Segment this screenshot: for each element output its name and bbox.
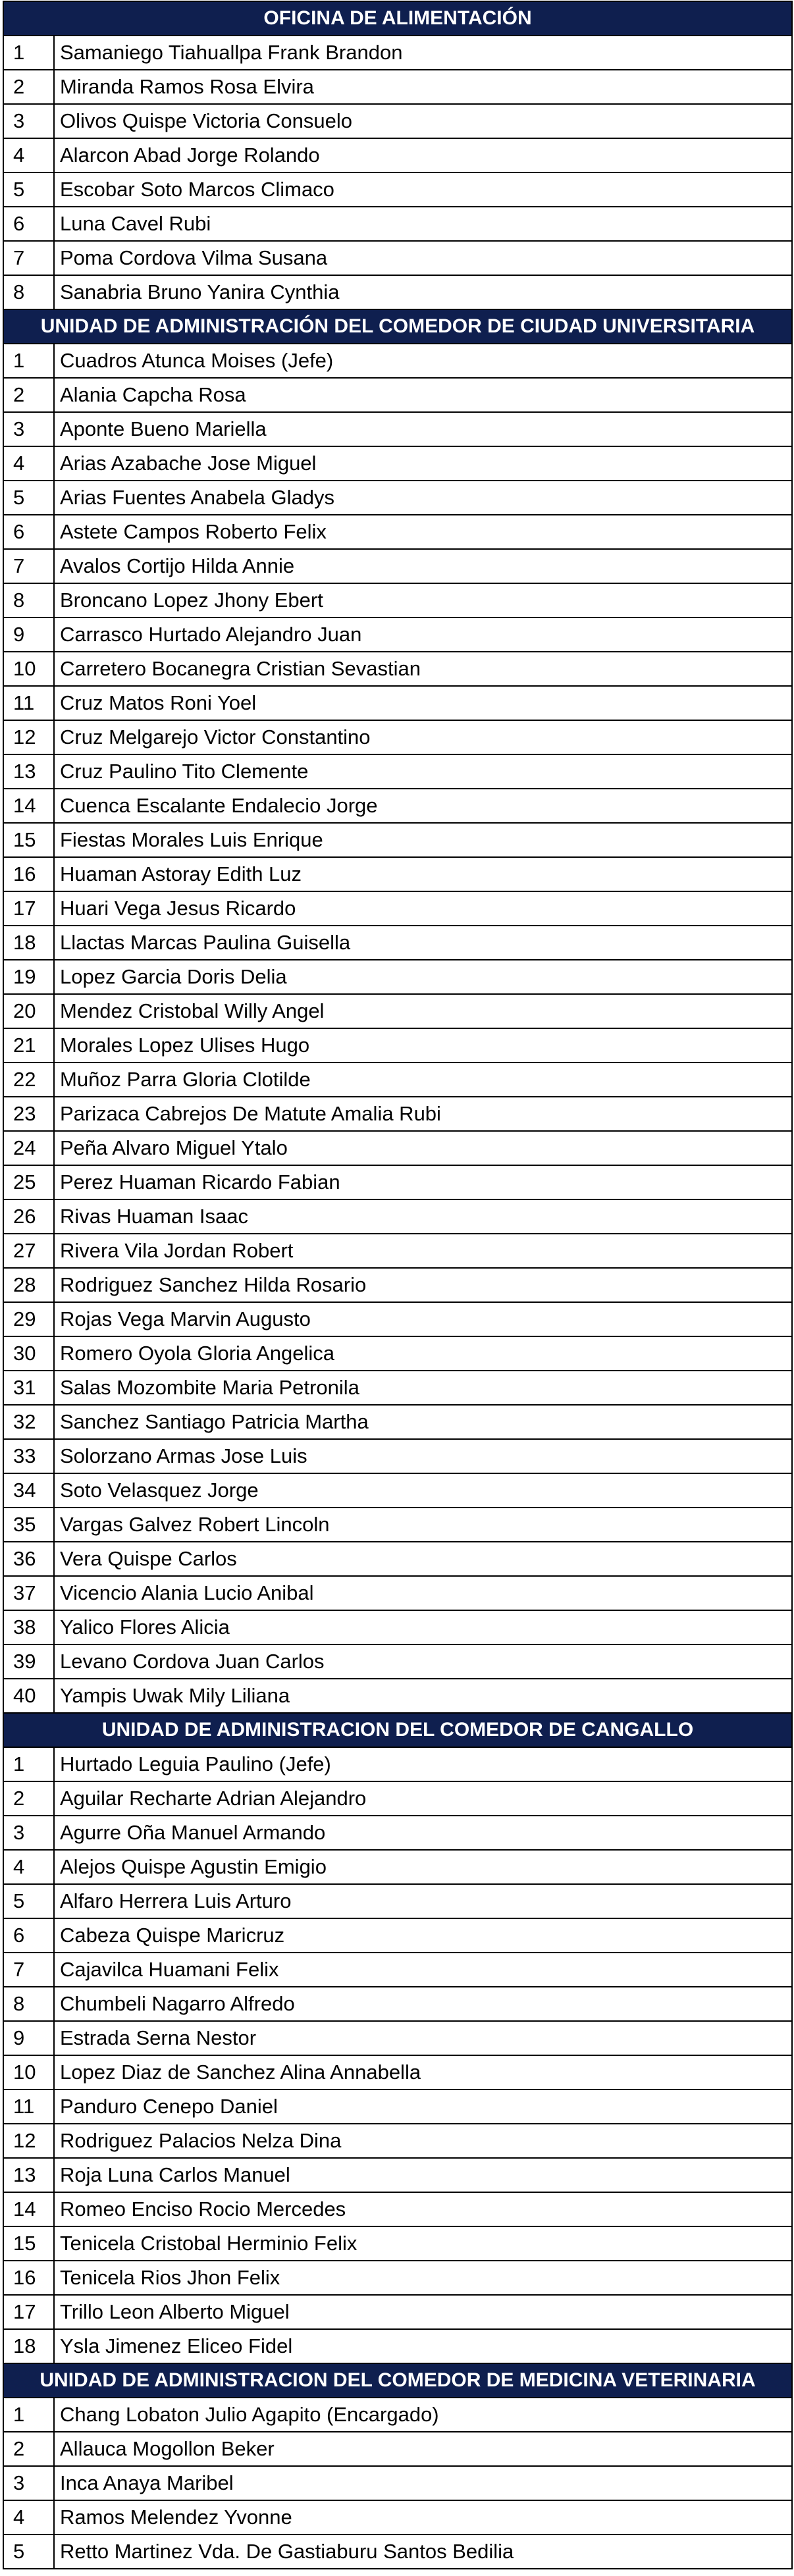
row-number: 27	[3, 1234, 54, 1268]
table-row	[3, 2226, 792, 2261]
staff-name: Solorzano Armas Jose Luis	[54, 1439, 792, 1473]
staff-name: Cruz Paulino Tito Clemente	[54, 754, 792, 789]
table-row	[3, 789, 792, 823]
staff-name: Alania Capcha Rosa	[54, 378, 792, 412]
row-number: 20	[3, 994, 54, 1028]
row-number: 19	[3, 960, 54, 994]
row-number: 3	[3, 1816, 54, 1850]
table-row	[3, 1268, 792, 1302]
staff-name: Estrada Serna Nestor	[54, 2021, 792, 2055]
staff-name: Olivos Quispe Victoria Consuelo	[54, 104, 792, 138]
table-row	[3, 275, 792, 309]
row-number: 30	[3, 1336, 54, 1371]
staff-roster-table	[3, 1, 793, 2569]
row-number: 23	[3, 1097, 54, 1131]
table-row	[3, 1679, 792, 1713]
table-row	[3, 446, 792, 481]
staff-name: Arias Azabache Jose Miguel	[54, 446, 792, 481]
table-row	[3, 618, 792, 652]
table-row	[3, 2090, 792, 2124]
row-number: 28	[3, 1268, 54, 1302]
table-row	[3, 412, 792, 446]
table-row	[3, 241, 792, 275]
row-number: 29	[3, 1302, 54, 1336]
table-row	[3, 1816, 792, 1850]
table-row	[3, 138, 792, 172]
row-number: 7	[3, 241, 54, 275]
row-number: 2	[3, 1781, 54, 1816]
row-number: 7	[3, 549, 54, 583]
table-row	[3, 2021, 792, 2055]
row-number: 18	[3, 2329, 54, 2363]
row-number: 12	[3, 2124, 54, 2158]
table-row	[3, 2295, 792, 2329]
staff-name: Chumbeli Nagarro Alfredo	[54, 1987, 792, 2021]
row-number: 9	[3, 618, 54, 652]
table-row	[3, 1165, 792, 1199]
staff-name: Huari Vega Jesus Ricardo	[54, 891, 792, 926]
row-number: 1	[3, 2398, 54, 2432]
row-number: 5	[3, 2535, 54, 2569]
row-number: 12	[3, 720, 54, 754]
staff-name: Cajavilca Huamani Felix	[54, 1953, 792, 1987]
staff-name: Salas Mozombite Maria Petronila	[54, 1371, 792, 1405]
staff-name: Agurre Oña Manuel Armando	[54, 1816, 792, 1850]
staff-name: Ramos Melendez Yvonne	[54, 2500, 792, 2535]
table-row	[3, 1131, 792, 1165]
row-number: 38	[3, 1610, 54, 1644]
row-number: 15	[3, 823, 54, 857]
staff-name: Yampis Uwak Mily Liliana	[54, 1679, 792, 1713]
table-row	[3, 2124, 792, 2158]
section-title: UNIDAD DE ADMINISTRACIÓN DEL COMEDOR DE CIUDAD UNIVERSITARIA	[3, 309, 792, 344]
staff-name: Alarcon Abad Jorge Rolando	[54, 138, 792, 172]
table-row	[3, 1097, 792, 1131]
row-number: 8	[3, 1987, 54, 2021]
section-title: OFICINA DE ALIMENTACIÓN	[3, 1, 792, 36]
table-row	[3, 1644, 792, 1679]
table-row	[3, 857, 792, 891]
row-number: 6	[3, 207, 54, 241]
row-number: 2	[3, 2432, 54, 2466]
staff-name: Alejos Quispe Agustin Emigio	[54, 1850, 792, 1884]
row-number: 15	[3, 2226, 54, 2261]
staff-name: Hurtado Leguia Paulino (Jefe)	[54, 1747, 792, 1781]
staff-name: Panduro Cenepo Daniel	[54, 2090, 792, 2124]
staff-name: Cruz Melgarejo Victor Constantino	[54, 720, 792, 754]
staff-name: Broncano Lopez Jhony Ebert	[54, 583, 792, 618]
staff-roster-body	[3, 1, 792, 2569]
staff-name: Lopez Diaz de Sanchez Alina Annabella	[54, 2055, 792, 2090]
table-row	[3, 481, 792, 515]
staff-name: Muñoz Parra Gloria Clotilde	[54, 1063, 792, 1097]
row-number: 7	[3, 1953, 54, 1987]
row-number: 5	[3, 172, 54, 207]
table-row	[3, 2192, 792, 2226]
row-number: 3	[3, 412, 54, 446]
row-number: 11	[3, 2090, 54, 2124]
row-number: 25	[3, 1165, 54, 1199]
section-title: UNIDAD DE ADMINISTRACION DEL COMEDOR DE CANGALLO	[3, 1713, 792, 1747]
staff-name: Cabeza Quispe Maricruz	[54, 1918, 792, 1953]
row-number: 37	[3, 1576, 54, 1610]
row-number: 18	[3, 926, 54, 960]
staff-name: Rivera Vila Jordan Robert	[54, 1234, 792, 1268]
table-row	[3, 515, 792, 549]
table-row	[3, 1473, 792, 1508]
table-row	[3, 720, 792, 754]
row-number: 2	[3, 378, 54, 412]
staff-name: Fiestas Morales Luis Enrique	[54, 823, 792, 857]
staff-name: Rodriguez Palacios Nelza Dina	[54, 2124, 792, 2158]
row-number: 34	[3, 1473, 54, 1508]
table-row	[3, 1576, 792, 1610]
row-number: 1	[3, 36, 54, 70]
row-number: 1	[3, 1747, 54, 1781]
row-number: 10	[3, 2055, 54, 2090]
table-row	[3, 1953, 792, 1987]
staff-name: Sanabria Bruno Yanira Cynthia	[54, 275, 792, 309]
staff-name: Carrasco Hurtado Alejandro Juan	[54, 618, 792, 652]
staff-name: Avalos Cortijo Hilda Annie	[54, 549, 792, 583]
row-number: 10	[3, 652, 54, 686]
table-row	[3, 1336, 792, 1371]
staff-name: Romeo Enciso Rocio Mercedes	[54, 2192, 792, 2226]
row-number: 14	[3, 789, 54, 823]
staff-name: Roja Luna Carlos Manuel	[54, 2158, 792, 2192]
staff-name: Trillo Leon Alberto Miguel	[54, 2295, 792, 2329]
staff-name: Luna Cavel Rubi	[54, 207, 792, 241]
staff-name: Aponte Bueno Mariella	[54, 412, 792, 446]
table-row	[3, 1508, 792, 1542]
staff-name: Soto Velasquez Jorge	[54, 1473, 792, 1508]
staff-name: Tenicela Rios Jhon Felix	[54, 2261, 792, 2295]
table-row	[3, 2466, 792, 2500]
staff-name: Alfaro Herrera Luis Arturo	[54, 1884, 792, 1918]
table-row	[3, 891, 792, 926]
table-row	[3, 1234, 792, 1268]
table-row	[3, 1850, 792, 1884]
table-row	[3, 1302, 792, 1336]
table-row	[3, 1747, 792, 1781]
staff-name: Vargas Galvez Robert Lincoln	[54, 1508, 792, 1542]
table-row	[3, 994, 792, 1028]
table-row	[3, 652, 792, 686]
staff-name: Romero Oyola Gloria Angelica	[54, 1336, 792, 1371]
row-number: 35	[3, 1508, 54, 1542]
table-row	[3, 344, 792, 378]
staff-name: Levano Cordova Juan Carlos	[54, 1644, 792, 1679]
row-number: 5	[3, 481, 54, 515]
row-number: 4	[3, 446, 54, 481]
table-row	[3, 2535, 792, 2569]
section-title: UNIDAD DE ADMINISTRACION DEL COMEDOR DE MEDICINA VETERINARIA	[3, 2363, 792, 2398]
staff-name: Aguilar Recharte Adrian Alejandro	[54, 1781, 792, 1816]
staff-name: Parizaca Cabrejos De Matute Amalia Rubi	[54, 1097, 792, 1131]
staff-name: Rojas Vega Marvin Augusto	[54, 1302, 792, 1336]
staff-name: Mendez Cristobal Willy Angel	[54, 994, 792, 1028]
staff-name: Peña Alvaro Miguel Ytalo	[54, 1131, 792, 1165]
staff-name: Llactas Marcas Paulina Guisella	[54, 926, 792, 960]
table-row	[3, 172, 792, 207]
row-number: 6	[3, 515, 54, 549]
row-number: 11	[3, 686, 54, 720]
staff-name: Rodriguez Sanchez Hilda Rosario	[54, 1268, 792, 1302]
table-row	[3, 823, 792, 857]
table-row	[3, 1542, 792, 1576]
table-row	[3, 1439, 792, 1473]
staff-name: Vicencio Alania Lucio Anibal	[54, 1576, 792, 1610]
table-row	[3, 1884, 792, 1918]
row-number: 2	[3, 70, 54, 104]
staff-name: Chang Lobaton Julio Agapito (Encargado)	[54, 2398, 792, 2432]
table-row	[3, 1987, 792, 2021]
table-row	[3, 36, 792, 70]
staff-name: Cruz Matos Roni Yoel	[54, 686, 792, 720]
row-number: 39	[3, 1644, 54, 1679]
table-row	[3, 960, 792, 994]
row-number: 14	[3, 2192, 54, 2226]
section-header-row	[3, 1, 792, 36]
table-row	[3, 926, 792, 960]
row-number: 8	[3, 275, 54, 309]
row-number: 4	[3, 138, 54, 172]
row-number: 33	[3, 1439, 54, 1473]
row-number: 9	[3, 2021, 54, 2055]
staff-name: Astete Campos Roberto Felix	[54, 515, 792, 549]
table-row	[3, 2329, 792, 2363]
row-number: 40	[3, 1679, 54, 1713]
row-number: 16	[3, 2261, 54, 2295]
table-row	[3, 104, 792, 138]
table-row	[3, 1371, 792, 1405]
row-number: 36	[3, 1542, 54, 1576]
staff-name: Perez Huaman Ricardo Fabian	[54, 1165, 792, 1199]
table-row	[3, 1918, 792, 1953]
row-number: 31	[3, 1371, 54, 1405]
row-number: 5	[3, 1884, 54, 1918]
row-number: 8	[3, 583, 54, 618]
table-row	[3, 2261, 792, 2295]
row-number: 13	[3, 754, 54, 789]
row-number: 24	[3, 1131, 54, 1165]
table-row	[3, 2055, 792, 2090]
table-row	[3, 2398, 792, 2432]
staff-name: Cuadros Atunca Moises (Jefe)	[54, 344, 792, 378]
row-number: 3	[3, 104, 54, 138]
table-row	[3, 2500, 792, 2535]
staff-name: Cuenca Escalante Endalecio Jorge	[54, 789, 792, 823]
row-number: 26	[3, 1199, 54, 1234]
row-number: 21	[3, 1028, 54, 1063]
staff-name: Inca Anaya Maribel	[54, 2466, 792, 2500]
row-number: 17	[3, 891, 54, 926]
table-row	[3, 1610, 792, 1644]
table-row	[3, 1063, 792, 1097]
table-row	[3, 1405, 792, 1439]
row-number: 13	[3, 2158, 54, 2192]
row-number: 32	[3, 1405, 54, 1439]
table-row	[3, 1199, 792, 1234]
table-row	[3, 1781, 792, 1816]
staff-name: Allauca Mogollon Beker	[54, 2432, 792, 2466]
staff-name: Vera Quispe Carlos	[54, 1542, 792, 1576]
row-number: 4	[3, 1850, 54, 1884]
row-number: 1	[3, 344, 54, 378]
table-row	[3, 70, 792, 104]
row-number: 4	[3, 2500, 54, 2535]
staff-name: Carretero Bocanegra Cristian Sevastian	[54, 652, 792, 686]
row-number: 6	[3, 1918, 54, 1953]
staff-name: Ysla Jimenez Eliceo Fidel	[54, 2329, 792, 2363]
staff-name: Poma Cordova Vilma Susana	[54, 241, 792, 275]
staff-name: Arias Fuentes Anabela Gladys	[54, 481, 792, 515]
staff-name: Morales Lopez Ulises Hugo	[54, 1028, 792, 1063]
table-row	[3, 754, 792, 789]
row-number: 22	[3, 1063, 54, 1097]
row-number: 17	[3, 2295, 54, 2329]
table-row	[3, 686, 792, 720]
staff-name: Rivas Huaman Isaac	[54, 1199, 792, 1234]
table-row	[3, 1028, 792, 1063]
table-row	[3, 2432, 792, 2466]
staff-name: Yalico Flores Alicia	[54, 1610, 792, 1644]
staff-name: Huaman Astoray Edith Luz	[54, 857, 792, 891]
table-row	[3, 378, 792, 412]
row-number: 16	[3, 857, 54, 891]
table-row	[3, 2158, 792, 2192]
staff-name: Tenicela Cristobal Herminio Felix	[54, 2226, 792, 2261]
staff-name: Miranda Ramos Rosa Elvira	[54, 70, 792, 104]
section-header-row	[3, 2363, 792, 2398]
table-row	[3, 549, 792, 583]
table-row	[3, 207, 792, 241]
staff-name: Samaniego Tiahuallpa Frank Brandon	[54, 36, 792, 70]
row-number: 3	[3, 2466, 54, 2500]
staff-name: Lopez Garcia Doris Delia	[54, 960, 792, 994]
staff-name: Sanchez Santiago Patricia Martha	[54, 1405, 792, 1439]
table-row	[3, 583, 792, 618]
staff-name: Escobar Soto Marcos Climaco	[54, 172, 792, 207]
staff-name: Retto Martinez Vda. De Gastiaburu Santos Bedilia	[54, 2535, 792, 2569]
section-header-row	[3, 309, 792, 344]
section-header-row	[3, 1713, 792, 1747]
